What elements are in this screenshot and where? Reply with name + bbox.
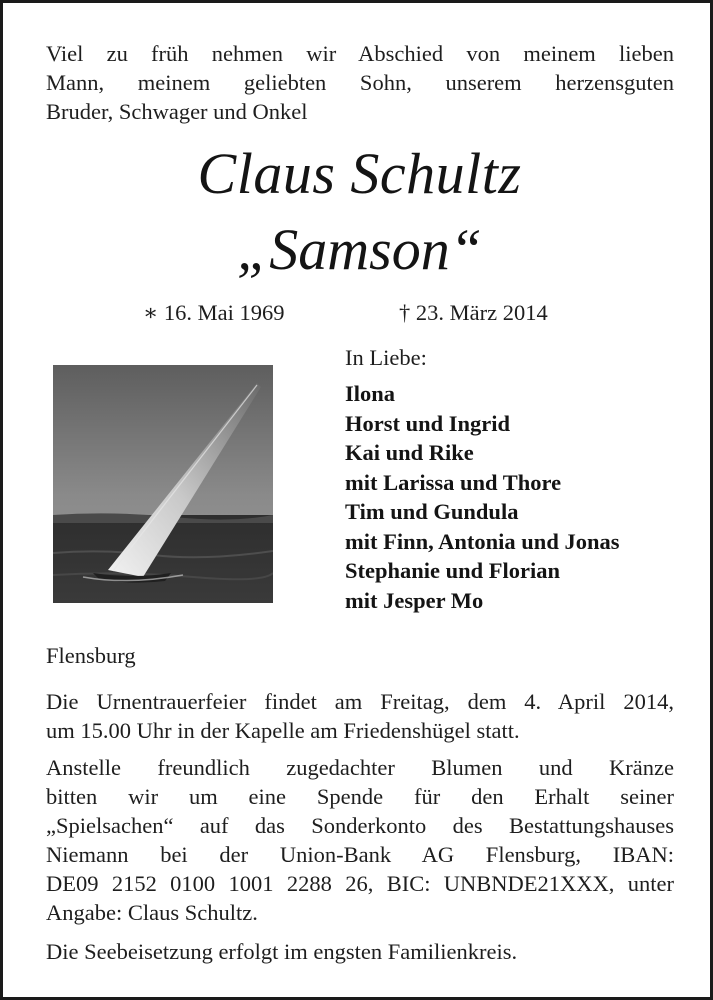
intro-line: Bruder, Schwager und Onkel: [46, 99, 308, 124]
donation-info: [46, 753, 674, 927]
intro-line: Viel zu früh nehmen wir Abschied von meinem lieben: [46, 41, 674, 66]
deceased-nickname: „Samson“: [237, 217, 482, 282]
city: Flensburg: [46, 643, 136, 668]
donation-line: DE09 2152 0100 1001 2288 26, BIC: UNBNDE21XXX, unter: [46, 871, 674, 896]
family-member: Ilona: [345, 381, 396, 406]
family-member: Horst und Ingrid: [345, 410, 511, 436]
donation-line: Angabe: Claus Schultz.: [46, 900, 258, 925]
family-member: mit Finn, Antonia und Jonas: [345, 528, 620, 554]
donation-line: bitten wir um eine Spende für den Erhalt seiner: [46, 784, 674, 809]
family-member: Kai und Rike: [345, 440, 474, 465]
funeral-info: [46, 687, 674, 745]
donation-line: Anstelle freundlich zugedachter Blumen und Kränze: [46, 755, 674, 780]
deceased-name: Claus Schultz: [197, 141, 522, 206]
funeral-line: Die Urnentrauerfeier findet am Freitag, dem 4. April 2014,: [46, 689, 674, 714]
intro-text: [46, 39, 674, 126]
funeral-line: um 15.00 Uhr in der Kapelle am Friedenshügel statt.: [46, 718, 520, 743]
donation-line: „Spielsachen“ auf das Sonderkonto des Bestattungshauses: [46, 813, 674, 838]
burial-info: [46, 937, 674, 966]
burial-line: Die Seebeisetzung erfolgt im engsten Familienkreis.: [46, 939, 518, 964]
intro-line: Mann, meinem geliebten Sohn, unserem herzensguten: [46, 70, 674, 95]
family-list: [345, 379, 619, 615]
family-member: mit Larissa und Thore: [345, 469, 562, 495]
birth-date: ∗ 16. Mai 1969: [143, 300, 285, 325]
family-intro: In Liebe:: [345, 345, 427, 370]
death-date: † 23. März 2014: [399, 300, 548, 325]
donation-line: Niemann bei der Union-Bank AG Flensburg, IBAN:: [46, 842, 674, 867]
family-member: mit Jesper Mo: [345, 587, 484, 613]
sailboat-photo: [53, 365, 273, 603]
family-member: Stephanie und Florian: [345, 558, 561, 583]
family-member: Tim und Gundula: [345, 499, 519, 524]
